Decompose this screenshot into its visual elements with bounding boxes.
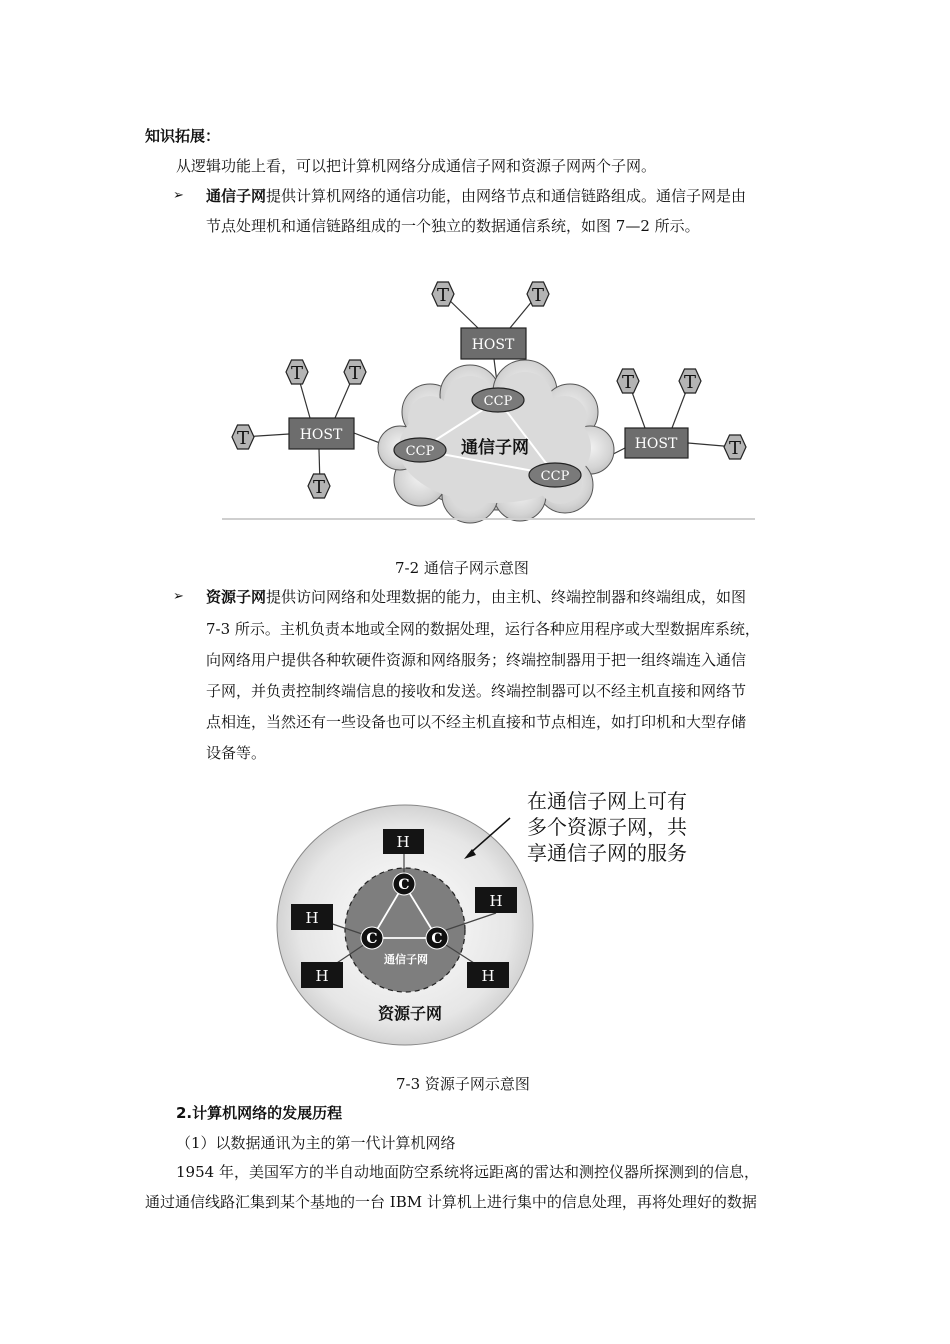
bullet-arrow-icon: ➢ [173,188,184,203]
terminal-node [344,360,366,384]
terminal-label: T [683,372,697,393]
host-box [625,428,688,458]
res-subnet-line: 7-3 所示。主机负责本地或全网的数据处理，运行各种应用程序或大型数据库系统， [206,620,760,638]
callout-text [527,789,687,865]
ccp-label: CCP [483,394,513,409]
terminal-node [617,369,639,393]
ccp-node [394,438,446,462]
terminal-node [724,435,746,459]
host-label: HOST [634,436,678,452]
section-heading-history: 2.计算机网络的发展历程 [176,1104,343,1122]
terminal-label: T [621,372,635,393]
host-h-label: H [489,892,503,910]
inner-subnet-label: 通信子网 [384,953,428,966]
host-h-box [291,904,333,930]
host-h-box [467,962,509,988]
comm-subnet-paragraph-line2: 节点处理机和通信链路组成的一个独立的数据通信系统，如图 7—2 所示。 [206,217,700,235]
host-h-box [383,829,424,854]
terminal-label: T [290,363,304,384]
subsection-heading: （1）以数据通讯为主的第一代计算机网络 [176,1134,456,1152]
terminal-label: T [312,477,326,498]
c-node [426,927,448,949]
c-node [361,927,383,949]
res-subnet-line: 子网，并负责控制终端信息的接收和发送。终端控制器可以不经主机直接和网络节 [206,682,747,700]
terminal-node [232,425,254,449]
ccp-label: CCP [540,469,570,484]
res-subnet-line: 点相连，当然还有一些设备也可以不经主机直接和节点相连，如打印机和大型存储 [206,713,747,731]
outer-subnet-label: 资源子网 [377,1004,443,1023]
terminal-node [286,360,308,384]
c-node [393,873,415,895]
ccp-node [529,463,581,487]
terminal-label: T [236,428,250,449]
terminal-node [308,474,330,498]
section-heading: 知识拓展： [145,127,221,145]
host-h-label: H [305,909,319,927]
figure-7-2-caption: 7-2 通信子网示意图 [395,559,529,577]
callout-line: 在通信子网上可有 [527,789,687,813]
host-label: HOST [299,427,343,443]
terminal-label: T [436,285,450,306]
terminal-node [432,282,454,306]
bullet-arrow-icon: ➢ [173,589,184,604]
ccp-node [472,388,524,412]
comm-subnet-term: 通信子网 [206,187,267,205]
resource-subnet-diagram [0,780,950,1070]
terminal-label: T [728,438,742,459]
history-paragraph-line: 通过通信线路汇集到某个基地的一台 IBM 计算机上进行集中的信息处理，再将处理好的数据 [145,1193,757,1211]
figure-7-3-caption: 7-3 资源子网示意图 [396,1075,530,1093]
host-h-label: H [481,967,495,985]
res-subnet-line: 设备等。 [206,744,267,762]
host-label: HOST [471,337,515,353]
host-h-box [301,962,343,988]
host-h-label: H [396,833,410,851]
res-subnet-text: 提供访问网络和处理数据的能力，由主机、终端控制器和终端组成，如图 [266,588,747,606]
c-node-label: C [398,877,410,893]
comm-subnet-diagram [0,0,950,540]
res-subnet-line: 向网络用户提供各种软硬件资源和网络服务；终端控制器用于把一组终端连入通信 [206,651,747,669]
ccp-label: CCP [405,444,435,459]
callout-line: 享通信子网的服务 [527,841,687,865]
host-box [289,418,354,449]
res-subnet-term: 资源子网 [206,588,267,606]
c-node-label: C [431,931,443,947]
res-subnet-paragraph-line1 [206,587,746,607]
terminal-node [527,282,549,306]
intro-paragraph: 从逻辑功能上看，可以把计算机网络分成通信子网和资源子网两个子网。 [176,157,657,175]
host-h-label: H [315,967,329,985]
host-box [461,328,526,359]
c-node-label: C [366,931,378,947]
terminal-label: T [348,363,362,384]
terminal-label: T [531,285,545,306]
callout-line: 多个资源子网，共 [527,815,687,839]
terminal-node [679,369,701,393]
history-paragraph-line: 1954 年，美国军方的半自动地面防空系统将远距离的雷达和测控仪器所探测到的信息， [176,1163,759,1181]
comm-subnet-text: 提供计算机网络的通信功能，由网络节点和通信链路组成。通信子网是由 [266,187,747,205]
cloud-label: 通信子网 [461,438,529,458]
host-h-box [475,887,517,913]
